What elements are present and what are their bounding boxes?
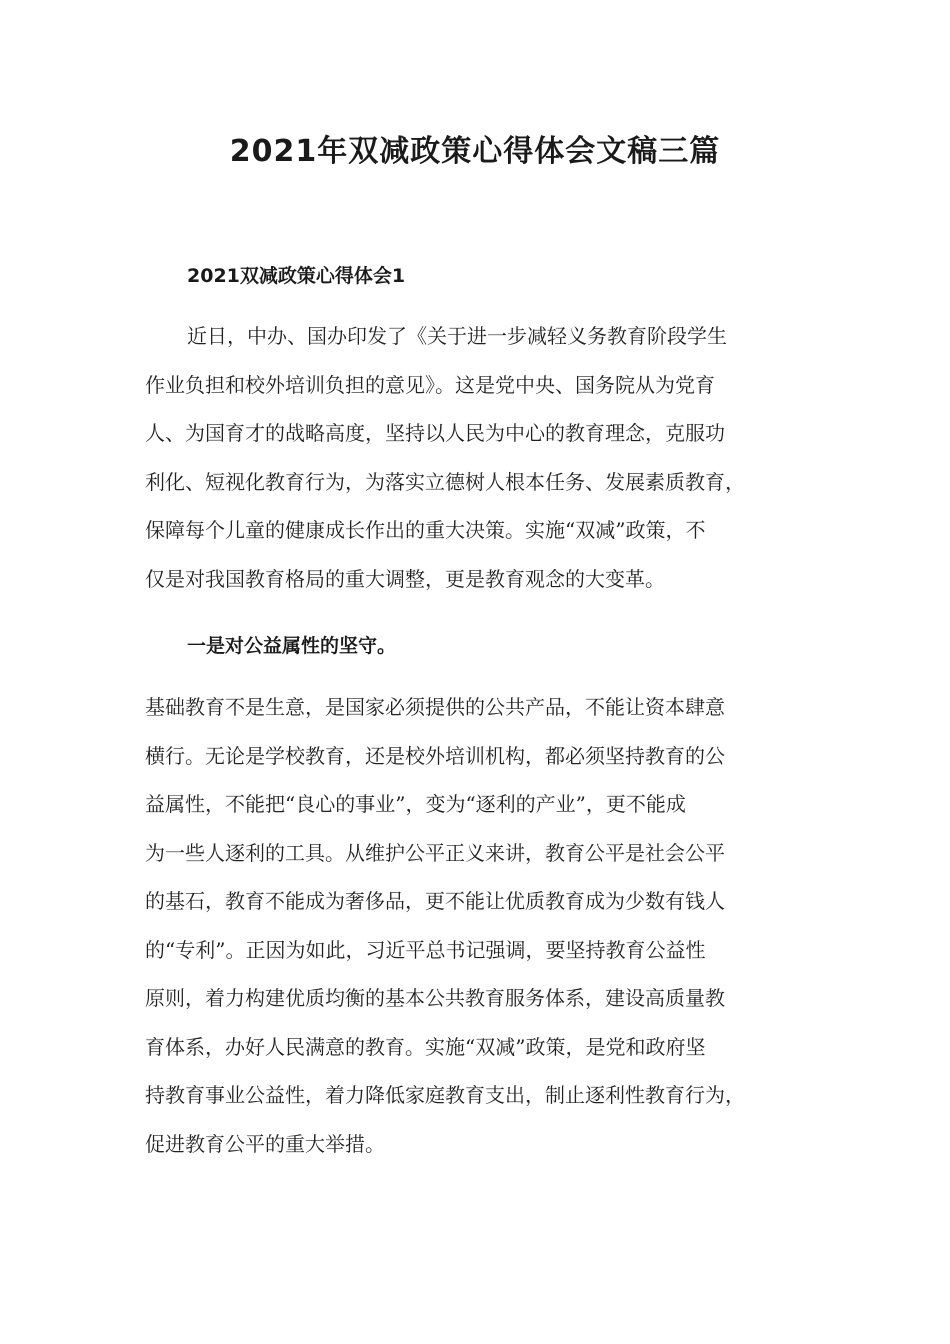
paragraph-line: 仅是对我国教育格局的重大调整，更是教育观念的大变革。 <box>145 566 665 591</box>
paragraph-line: 人、为国育才的战略高度，坚持以人民为中心的教育理念，克服功 <box>145 421 725 445</box>
paragraph-line: 育体系，办好人民满意的教育。实施“双减”政策，是党和政府坚 <box>145 1034 706 1059</box>
paragraph-line: 持教育事业公益性，着力降低家庭教育支出，制止逐利性教育行为， <box>145 1083 745 1107</box>
paragraph-line: 原则，着力构建优质均衡的基本公共教育服务体系，建设高质量教 <box>145 986 725 1010</box>
section-title: 2021双减政策心得体会1 <box>187 265 406 287</box>
paragraph-intro <box>145 312 825 603</box>
paragraph-line: 近日，中办、国办印发了《关于进一步减轻义务教育阶段学生 <box>187 324 727 348</box>
paragraph-line: 益属性，不能把“良心的事业”，变为“逐利的产业”，更不能成 <box>145 792 686 816</box>
paragraph-line: 横行。无论是学校教育，还是校外培训机构，都必须坚持教育的公 <box>145 743 725 768</box>
paragraph-point1 <box>145 683 825 1168</box>
paragraph-line: 的基石，教育不能成为奢侈品，更不能让优质教育成为少数有钱人 <box>145 889 725 913</box>
paragraph-line: 保障每个儿童的健康成长作出的重大决策。实施“双减”政策，不 <box>145 518 706 542</box>
document-title: 2021年双减政策心得体会文稿三篇 <box>229 134 721 169</box>
paragraph-line: 为一些人逐利的工具。从维护公平正义来讲，教育公平是社会公平 <box>145 840 725 865</box>
paragraph-line: 的“专利”。正因为如此，习近平总书记强调，要坚持教育公益性 <box>145 937 706 962</box>
paragraph-line: 促进教育公平的重大举措。 <box>145 1131 385 1156</box>
paragraph-line: 基础教育不是生意，是国家必须提供的公共产品，不能让资本肆意 <box>145 695 725 719</box>
paragraph-line: 利化、短视化教育行为，为落实立德树人根本任务、发展素质教育， <box>145 469 745 494</box>
point-heading: 一是对公益属性的坚守。 <box>187 635 397 657</box>
paragraph-line: 作业负担和校外培训负担的意见》。这是党中央、国务院从为党育 <box>145 372 715 397</box>
